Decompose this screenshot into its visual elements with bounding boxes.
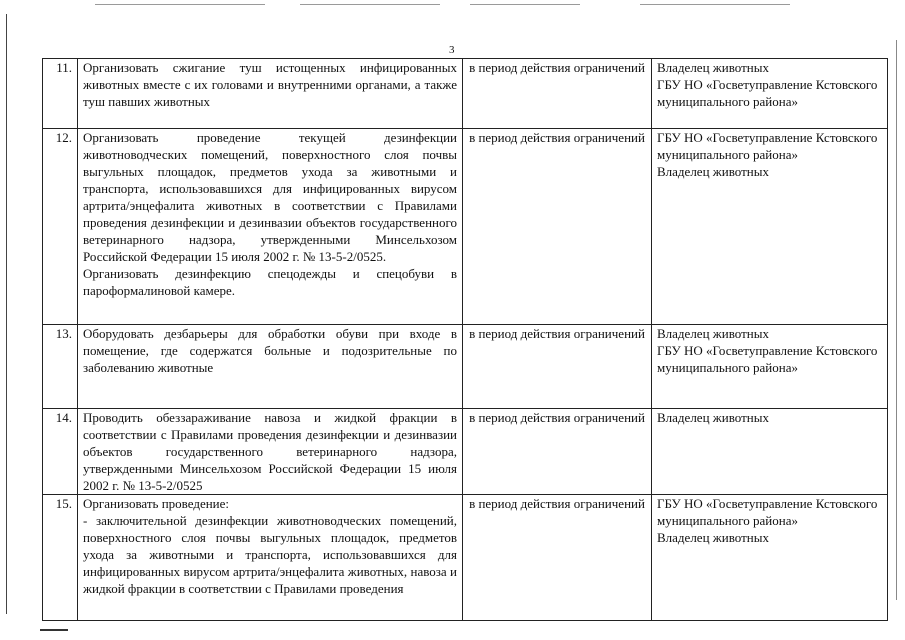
scan-bottom-mark	[40, 629, 68, 631]
row-number: 11.	[43, 59, 78, 129]
measure-paragraph: Проводить обеззараживание навоза и жидкой фракции в соответствии с Правилами проведения дезинфекции и дезинвазии объектов государственного ветеринарного надзора, утвержденными Минсельхозом Российской Федерации 15 июля 2002 г. № 13-5-2/0525	[83, 410, 457, 493]
row-number: 13.	[43, 325, 78, 409]
responsible-party: Владелец животных	[657, 326, 769, 341]
table-row	[43, 409, 888, 495]
measure-paragraph: - заключительной дезинфекции животноводческих помещений, поверхностного слоя почвы выгульных площадок, предметов ухода за животными и транспорта, использовавшихся для инфицированных вирусом артрита/энцефалита животных, навоза и жидкой фракции в соответствии с Правилами проведения	[83, 513, 457, 596]
row-number: 12.	[43, 129, 78, 325]
page-number: 3	[449, 44, 455, 56]
row-number: 14.	[43, 409, 78, 495]
measure-text	[78, 495, 463, 621]
measure-text	[78, 129, 463, 325]
responsible-cell	[652, 325, 888, 409]
measure-paragraph: Организовать проведение текущей дезинфекции животноводческих помещений, поверхностного слоя почвы выгульных площадок, предметов ухода за животными и транспорта, использовавшихся для инфицированных вирусом артрита/энцефалита животных в соответствии с Правилами проведения дезинфекции и дезинвазии объектов государственного ветеринарного надзора, утвержденными Минсельхозом Российской Федерации 15 июля 2002 г. № 13-5-2/0525.	[83, 130, 457, 264]
period-cell: в период действия ограничений	[463, 495, 652, 621]
scan-top-artifact	[0, 4, 905, 6]
period-cell: в период действия ограничений	[463, 59, 652, 129]
responsible-cell	[652, 495, 888, 621]
measure-paragraph: Организовать проведение:	[83, 496, 230, 511]
table-row	[43, 59, 888, 129]
row-number: 15.	[43, 495, 78, 621]
responsible-party: ГБУ НО «Госветуправление Кстовского муниципального района»	[657, 77, 878, 109]
measure-text	[78, 325, 463, 409]
period-cell: в период действия ограничений	[463, 129, 652, 325]
scan-right-edge	[896, 40, 897, 600]
measure-paragraph: Организовать дезинфекцию спецодежды и спецобуви в пароформалиновой камере.	[83, 266, 457, 298]
responsible-party: Владелец животных	[657, 410, 769, 425]
table-row	[43, 129, 888, 325]
responsible-party: ГБУ НО «Госветуправление Кстовского муниципального района»	[657, 343, 878, 375]
measure-paragraph: Организовать сжигание туш истощенных инфицированных животных вместе с их головами и внутренними органами, а также туш павших животных	[83, 60, 457, 109]
responsible-party: ГБУ НО «Госветуправление Кстовского муниципального района»	[657, 496, 878, 528]
responsible-party: ГБУ НО «Госветуправление Кстовского муниципального района»	[657, 130, 878, 162]
measure-text	[78, 59, 463, 129]
table-row	[43, 325, 888, 409]
responsible-party: Владелец животных	[657, 60, 769, 75]
period-cell: в период действия ограничений	[463, 325, 652, 409]
responsible-party: Владелец животных	[657, 164, 769, 179]
measure-paragraph: Оборудовать дезбарьеры для обработки обуви при входе в помещение, где содержатся больные и подозрительные по заболеванию животные	[83, 326, 457, 375]
scan-left-edge	[6, 14, 7, 614]
responsible-cell	[652, 59, 888, 129]
responsible-party: Владелец животных	[657, 530, 769, 545]
responsible-cell	[652, 129, 888, 325]
table-row	[43, 495, 888, 621]
responsible-cell	[652, 409, 888, 495]
period-cell: в период действия ограничений	[463, 409, 652, 495]
measure-text	[78, 409, 463, 495]
measures-table	[42, 58, 888, 621]
